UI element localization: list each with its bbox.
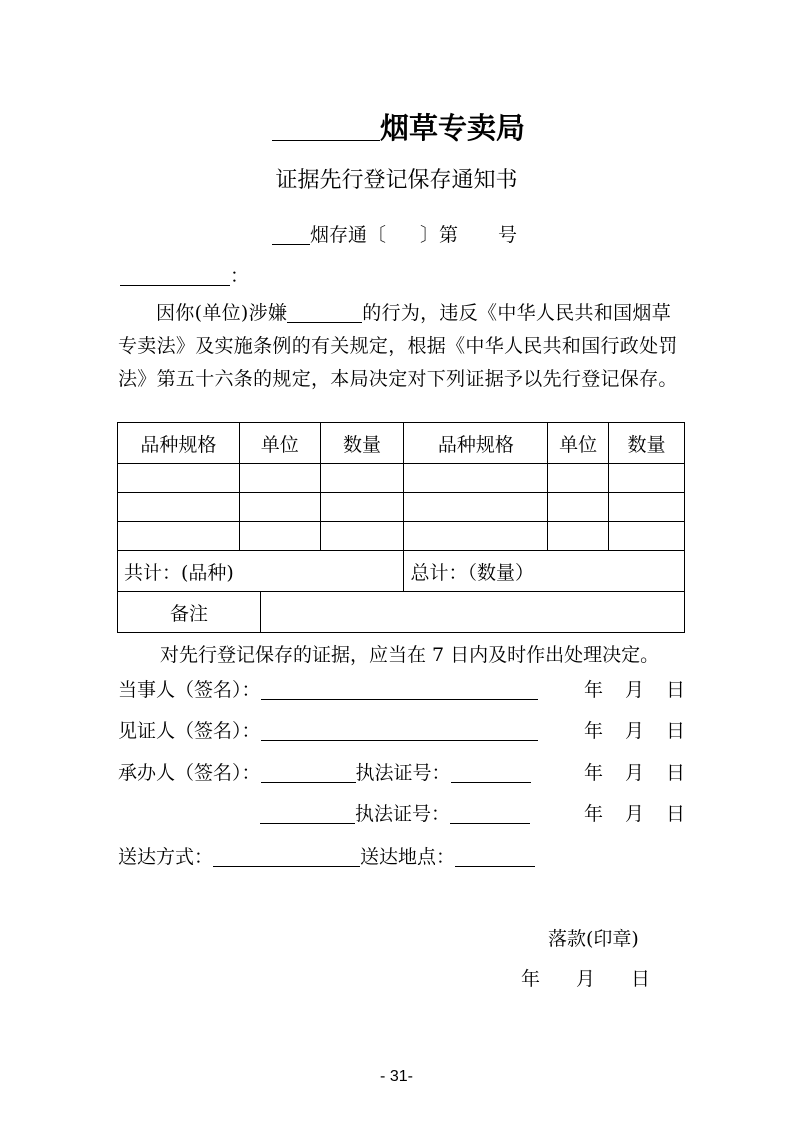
handler-date <box>584 758 685 785</box>
month-label: 月 <box>576 968 596 990</box>
table-cell[interactable] <box>404 493 548 522</box>
table-header-row <box>118 423 685 464</box>
agency-title <box>272 106 525 147</box>
party-signature-label: 当事人（签名）： <box>118 679 261 701</box>
day-label: 日 <box>631 968 651 990</box>
paragraph-part1: 因你(单位)涉嫌 <box>156 302 288 324</box>
agency-title-text: 烟草专卖局 <box>380 111 526 145</box>
page-number: - 31- <box>380 1068 413 1085</box>
month-label: 月 <box>625 679 645 701</box>
violation-blank[interactable] <box>287 303 362 323</box>
year-label: 年 <box>584 679 604 701</box>
delivery-method-label: 送达方式： <box>118 846 214 868</box>
table-row <box>118 493 685 522</box>
stamp-date <box>521 964 650 991</box>
witness-signature-field[interactable] <box>261 721 538 741</box>
header-unit: 单位 <box>239 423 320 464</box>
month-label: 月 <box>625 720 645 742</box>
table-cell[interactable] <box>404 522 548 551</box>
year-label: 年 <box>584 803 604 825</box>
table-row <box>118 464 685 493</box>
doc-number-part1: 烟存通〔 <box>310 224 387 246</box>
remarks-label: 备注 <box>118 592 261 632</box>
notice-paragraph <box>118 297 684 396</box>
cert-label: 执法证号： <box>355 762 451 784</box>
delivery-place-field[interactable] <box>455 847 535 867</box>
remarks-row <box>118 592 685 633</box>
delivery-method-field[interactable] <box>213 847 360 867</box>
table-cell[interactable] <box>609 522 685 551</box>
witness-signature-label: 见证人（签名）： <box>118 720 261 742</box>
doc-number-part3: 号 <box>498 224 518 246</box>
remarks-cell <box>118 592 685 633</box>
day-label: 日 <box>666 803 686 825</box>
handler-signature-row <box>118 758 531 785</box>
handler2-signature-row <box>260 799 530 826</box>
table-cell[interactable] <box>118 464 240 493</box>
handler2-signature-field[interactable] <box>260 804 355 824</box>
recipient-blank[interactable] <box>120 266 230 286</box>
document-number <box>272 220 517 247</box>
evidence-table <box>117 422 685 633</box>
year-label: 年 <box>584 720 604 742</box>
doc-prefix-blank[interactable] <box>272 225 310 245</box>
table-cell[interactable] <box>548 493 609 522</box>
day-label: 日 <box>666 679 686 701</box>
table-cell[interactable] <box>239 522 320 551</box>
table-cell[interactable] <box>548 464 609 493</box>
header-unit-2: 单位 <box>548 423 609 464</box>
day-label: 日 <box>666 720 686 742</box>
delivery-place-label: 送达地点： <box>360 846 456 868</box>
table-cell[interactable] <box>118 522 240 551</box>
table-cell[interactable] <box>609 493 685 522</box>
table-cell[interactable] <box>609 464 685 493</box>
party-signature-row <box>118 675 538 702</box>
year-label: 年 <box>521 968 541 990</box>
table-cell[interactable] <box>320 522 404 551</box>
table-cell[interactable] <box>320 464 404 493</box>
cert-label-2: 执法证号： <box>355 803 451 825</box>
recipient-line <box>120 261 249 288</box>
header-quantity-2: 数量 <box>609 423 685 464</box>
table-cell[interactable] <box>118 493 240 522</box>
total-quantity-label: 总计：（数量） <box>410 561 534 584</box>
total-variety-label: 共计：(品种) <box>124 561 234 584</box>
party-signature-field[interactable] <box>261 680 538 700</box>
witness-signature-row <box>118 716 538 743</box>
header-quantity: 数量 <box>320 423 404 464</box>
doc-number-part2: 〕第 <box>420 224 459 246</box>
table-row <box>118 522 685 551</box>
table-cell[interactable] <box>548 522 609 551</box>
agency-name-blank[interactable] <box>272 111 380 141</box>
year-label: 年 <box>584 762 604 784</box>
handler2-date <box>584 799 685 826</box>
totals-row <box>118 551 685 592</box>
header-variety-2: 品种规格 <box>404 423 548 464</box>
handler-signature-label: 承办人（签名）： <box>118 762 261 784</box>
deadline-notice: 对先行登记保存的证据，应当在 7 日内及时作出处理决定。 <box>160 644 660 666</box>
table-cell[interactable] <box>239 493 320 522</box>
stamp-label: 落款(印章) <box>548 928 639 950</box>
day-label: 日 <box>666 762 686 784</box>
handler-signature-field[interactable] <box>261 763 356 783</box>
cert-number-field[interactable] <box>451 763 531 783</box>
recipient-colon: ： <box>230 265 250 287</box>
header-variety: 品种规格 <box>118 423 240 464</box>
table-cell[interactable] <box>239 464 320 493</box>
paragraph-part2: 的行为，违反《中华人民共和国烟草专卖法》及实施条例的有关规定，根据《中华人民共和国行政处罚法》第五十六条的规定，本局决定对下列证据予以先行登记保存。 <box>118 302 678 390</box>
total-quantity-cell[interactable] <box>404 551 685 592</box>
party-date <box>584 675 685 702</box>
document-subtitle: 证据先行登记保存通知书 <box>275 168 518 193</box>
month-label: 月 <box>625 803 645 825</box>
remarks-input[interactable] <box>261 592 684 632</box>
total-variety-cell[interactable] <box>118 551 404 592</box>
delivery-row <box>118 842 535 869</box>
witness-date <box>584 716 685 743</box>
month-label: 月 <box>625 762 645 784</box>
table-cell[interactable] <box>320 493 404 522</box>
table-cell[interactable] <box>404 464 548 493</box>
cert-number-field-2[interactable] <box>450 804 530 824</box>
